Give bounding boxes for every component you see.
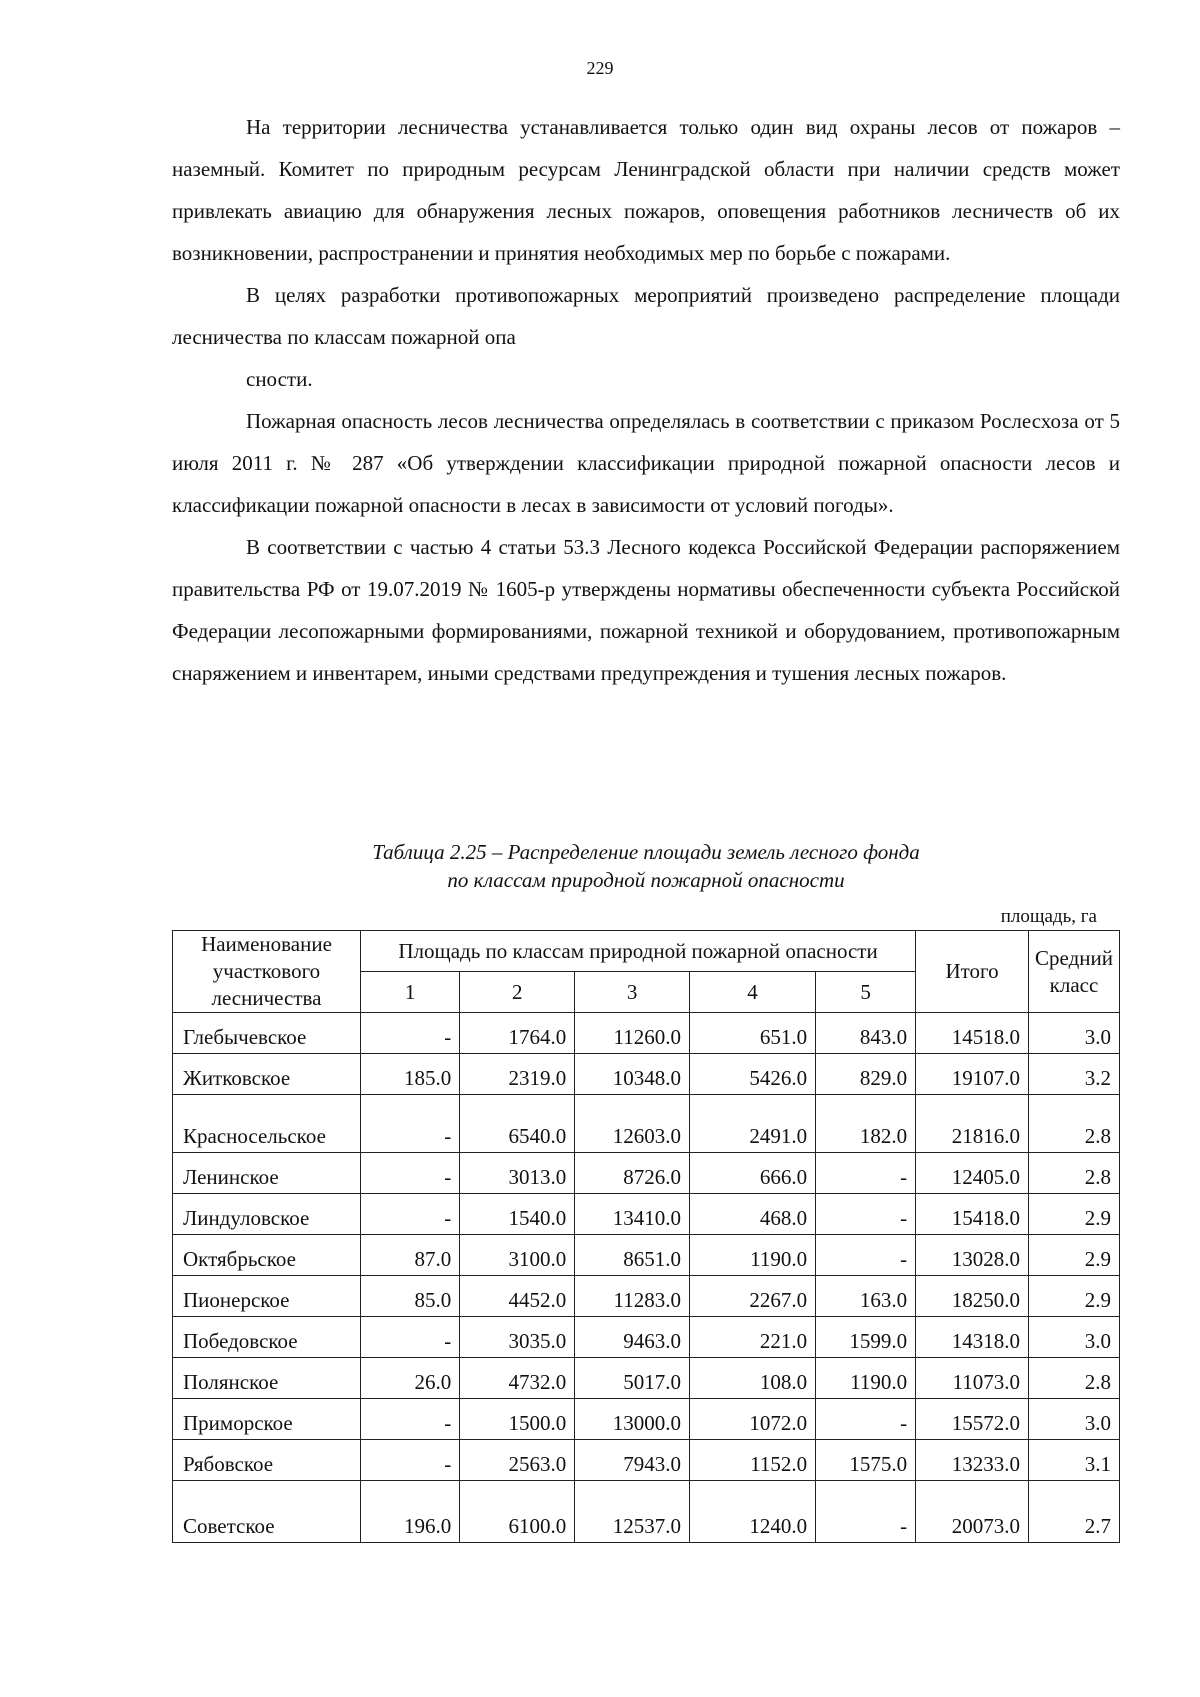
cell-total: 11073.0 <box>916 1358 1029 1399</box>
cell-average: 3.0 <box>1029 1013 1120 1054</box>
cell-class-1: - <box>360 1440 459 1481</box>
cell-class-1: 185.0 <box>360 1054 459 1095</box>
page-number: 229 <box>586 58 614 78</box>
cell-average: 2.9 <box>1029 1194 1120 1235</box>
fire-danger-table <box>172 930 1120 1543</box>
cell-average: 3.0 <box>1029 1317 1120 1358</box>
cell-name: Житковское <box>173 1054 361 1095</box>
cell-average: 2.7 <box>1029 1481 1120 1543</box>
cell-class-5: 163.0 <box>816 1276 916 1317</box>
cell-total: 13028.0 <box>916 1235 1029 1276</box>
cell-class-5: 182.0 <box>816 1095 916 1153</box>
header-total: Итого <box>916 931 1029 1013</box>
table-caption-line2: по классам природной пожарной опасности <box>447 868 845 892</box>
cell-name: Красносельское <box>173 1095 361 1153</box>
cell-name: Октябрьское <box>173 1235 361 1276</box>
cell-class-3: 8651.0 <box>575 1235 690 1276</box>
cell-class-2: 4732.0 <box>460 1358 575 1399</box>
cell-total: 12405.0 <box>916 1153 1029 1194</box>
cell-class-3: 9463.0 <box>575 1317 690 1358</box>
cell-class-4: 468.0 <box>689 1194 815 1235</box>
cell-class-4: 221.0 <box>689 1317 815 1358</box>
table-row <box>173 1399 1120 1440</box>
cell-class-2: 2319.0 <box>460 1054 575 1095</box>
cell-average: 2.8 <box>1029 1358 1120 1399</box>
cell-average: 3.1 <box>1029 1440 1120 1481</box>
header-class-4: 4 <box>689 972 815 1013</box>
cell-total: 15418.0 <box>916 1194 1029 1235</box>
cell-class-2: 3100.0 <box>460 1235 575 1276</box>
cell-class-5: 1190.0 <box>816 1358 916 1399</box>
cell-class-5: 843.0 <box>816 1013 916 1054</box>
cell-class-1: - <box>360 1153 459 1194</box>
table-caption-line1: Таблица 2.25 – Распределение площади земель лесного фонда <box>372 840 920 864</box>
paragraph-fire-danger: Пожарная опасность лесов лесничества определялась в соответствии с приказом Рослесхоза от 5 июля 2011 г. № 287 «Об утверждении классификации природной пожарной опасности лесов и классификации пожарной опасности в лесах в зависимости от условий погоды». <box>172 409 1120 517</box>
cell-total: 21816.0 <box>916 1095 1029 1153</box>
table-row <box>173 1481 1120 1543</box>
table-row <box>173 1095 1120 1153</box>
header-class-1: 1 <box>360 972 459 1013</box>
paragraph-forest-code: В соответствии с частью 4 статьи 53.3 Лесного кодекса Российской Федерации распоряжением правительства РФ от 19.07.2019 № 1605-р утверждены нормативы обеспеченности субъекта Российской Федерации лесопожарными формированиями, пожарной техникой и оборудованием, противопожарным снаряжением и инвентарем, иными средствами предупреждения и тушения лесных пожаров. <box>172 535 1120 685</box>
cell-class-5: - <box>816 1481 916 1543</box>
cell-class-3: 5017.0 <box>575 1358 690 1399</box>
table-row <box>173 1054 1120 1095</box>
cell-class-2: 6100.0 <box>460 1481 575 1543</box>
cell-class-1: 85.0 <box>360 1276 459 1317</box>
cell-class-4: 5426.0 <box>689 1054 815 1095</box>
cell-class-3: 11283.0 <box>575 1276 690 1317</box>
cell-class-1: - <box>360 1095 459 1153</box>
cell-class-3: 7943.0 <box>575 1440 690 1481</box>
cell-average: 2.9 <box>1029 1276 1120 1317</box>
cell-class-4: 1190.0 <box>689 1235 815 1276</box>
cell-name: Победовское <box>173 1317 361 1358</box>
cell-class-1: - <box>360 1194 459 1235</box>
table-row <box>173 1013 1120 1054</box>
cell-average: 3.2 <box>1029 1054 1120 1095</box>
cell-class-4: 1240.0 <box>689 1481 815 1543</box>
cell-class-3: 11260.0 <box>575 1013 690 1054</box>
cell-class-2: 1540.0 <box>460 1194 575 1235</box>
paragraph-fire-protection: На территории лесничества устанавливается только один вид охраны лесов от пожаров – наземный. Комитет по природным ресурсам Ленинградской области при наличии средств может привлекать авиацию для обнаружения лесных пожаров, оповещения работников лесничеств об их возникновении, распространении и принятия необходимых мер по борьбе с пожарами. <box>172 115 1120 265</box>
cell-class-4: 1072.0 <box>689 1399 815 1440</box>
cell-class-4: 651.0 <box>689 1013 815 1054</box>
cell-class-1: 26.0 <box>360 1358 459 1399</box>
cell-class-4: 666.0 <box>689 1153 815 1194</box>
cell-class-5: 1599.0 <box>816 1317 916 1358</box>
paragraph-fragment: сности. <box>246 367 313 391</box>
cell-total: 15572.0 <box>916 1399 1029 1440</box>
cell-class-2: 3035.0 <box>460 1317 575 1358</box>
header-class-5: 5 <box>816 972 916 1013</box>
table-row <box>173 1235 1120 1276</box>
cell-class-5: - <box>816 1153 916 1194</box>
cell-average: 2.9 <box>1029 1235 1120 1276</box>
table-row <box>173 1153 1120 1194</box>
cell-total: 13233.0 <box>916 1440 1029 1481</box>
cell-class-5: 829.0 <box>816 1054 916 1095</box>
cell-name: Глебычевское <box>173 1013 361 1054</box>
header-average-class: Средний класс <box>1029 931 1120 1013</box>
cell-class-5: - <box>816 1194 916 1235</box>
table-row <box>173 1440 1120 1481</box>
table-row <box>173 1276 1120 1317</box>
header-area-by-class: Площадь по классам природной пожарной опасности <box>360 931 915 972</box>
cell-class-1: - <box>360 1317 459 1358</box>
cell-class-3: 8726.0 <box>575 1153 690 1194</box>
cell-class-3: 10348.0 <box>575 1054 690 1095</box>
cell-total: 14518.0 <box>916 1013 1029 1054</box>
cell-class-1: 196.0 <box>360 1481 459 1543</box>
cell-average: 2.8 <box>1029 1153 1120 1194</box>
cell-class-2: 6540.0 <box>460 1095 575 1153</box>
cell-class-3: 13410.0 <box>575 1194 690 1235</box>
cell-class-5: - <box>816 1235 916 1276</box>
table-row <box>173 1358 1120 1399</box>
cell-name: Полянское <box>173 1358 361 1399</box>
cell-class-2: 1764.0 <box>460 1013 575 1054</box>
cell-class-4: 1152.0 <box>689 1440 815 1481</box>
cell-average: 3.0 <box>1029 1399 1120 1440</box>
cell-total: 20073.0 <box>916 1481 1029 1543</box>
cell-name: Ленинское <box>173 1153 361 1194</box>
cell-class-3: 13000.0 <box>575 1399 690 1440</box>
cell-class-1: 87.0 <box>360 1235 459 1276</box>
cell-name: Рябовское <box>173 1440 361 1481</box>
body-text <box>172 106 1120 694</box>
cell-class-2: 2563.0 <box>460 1440 575 1481</box>
cell-class-1: - <box>360 1013 459 1054</box>
cell-name: Советское <box>173 1481 361 1543</box>
cell-class-4: 2267.0 <box>689 1276 815 1317</box>
cell-class-3: 12537.0 <box>575 1481 690 1543</box>
cell-name: Линдуловское <box>173 1194 361 1235</box>
cell-name: Пионерское <box>173 1276 361 1317</box>
table-caption <box>172 838 1120 894</box>
paragraph-fire-measures: В целях разработки противопожарных мероприятий произведено распределение площади лесничества по классам пожарной опа <box>172 283 1120 349</box>
cell-class-3: 12603.0 <box>575 1095 690 1153</box>
cell-class-5: - <box>816 1399 916 1440</box>
header-class-2: 2 <box>460 972 575 1013</box>
cell-total: 18250.0 <box>916 1276 1029 1317</box>
cell-class-2: 3013.0 <box>460 1153 575 1194</box>
cell-total: 14318.0 <box>916 1317 1029 1358</box>
header-class-3: 3 <box>575 972 690 1013</box>
cell-total: 19107.0 <box>916 1054 1029 1095</box>
cell-class-5: 1575.0 <box>816 1440 916 1481</box>
cell-class-2: 4452.0 <box>460 1276 575 1317</box>
header-forestry-name: Наименование участкового лесничества <box>173 931 361 1013</box>
cell-class-1: - <box>360 1399 459 1440</box>
cell-class-2: 1500.0 <box>460 1399 575 1440</box>
table-row <box>173 1194 1120 1235</box>
table-row <box>173 1317 1120 1358</box>
cell-name: Приморское <box>173 1399 361 1440</box>
cell-average: 2.8 <box>1029 1095 1120 1153</box>
table-unit: площадь, га <box>1000 906 1097 927</box>
cell-class-4: 2491.0 <box>689 1095 815 1153</box>
cell-class-4: 108.0 <box>689 1358 815 1399</box>
